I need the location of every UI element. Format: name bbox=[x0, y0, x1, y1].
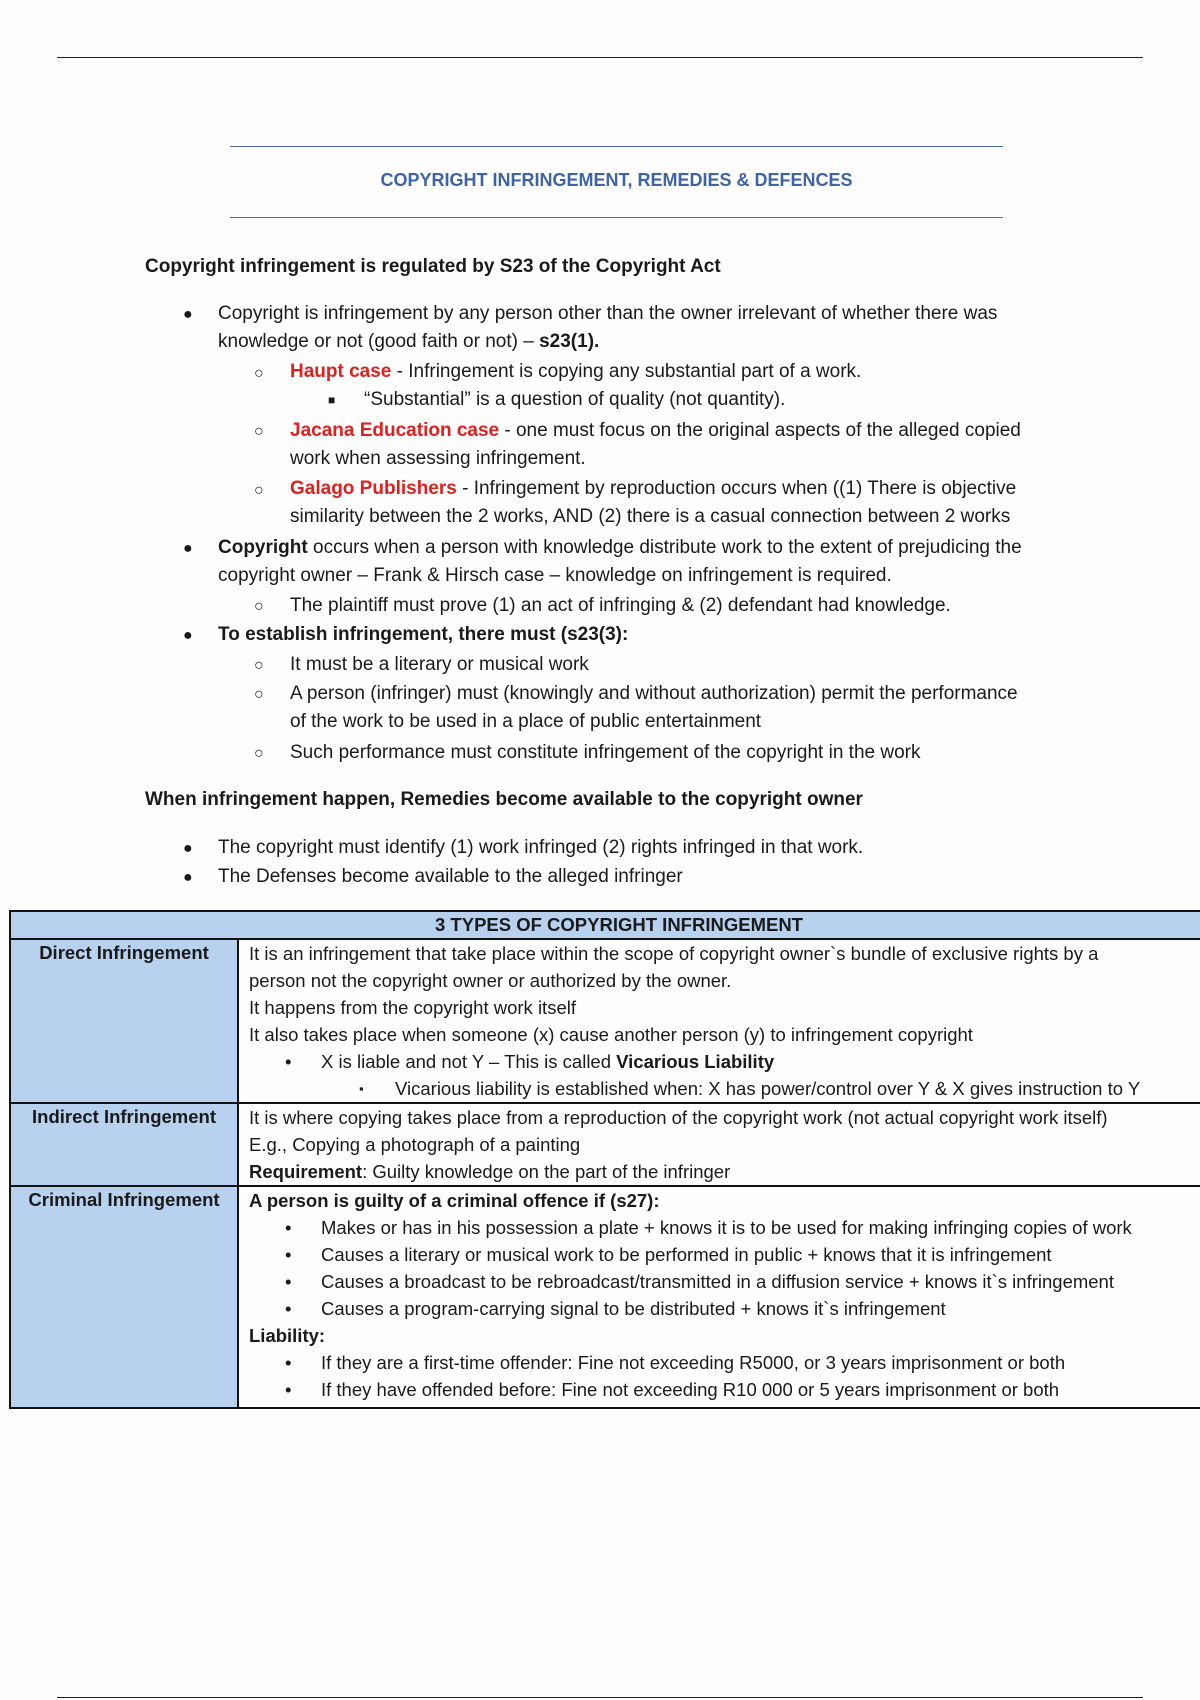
section2-heading: When infringement happen, Remedies become available to the copyright owner bbox=[145, 789, 863, 810]
circle-bullet-icon: ○ bbox=[254, 423, 264, 440]
list-item: A person (infringer) must (knowingly and without authorization) permit the performance of the work to be used in a place of public entertainment bbox=[290, 683, 1018, 732]
list-item: The plaintiff must prove (1) an act of infringing & (2) defendant had knowledge. bbox=[290, 595, 951, 616]
list-item: Copyright is infringement by any person other than the owner irrelevant of whether there was knowledge or not (good faith or not) – s23(1). bbox=[218, 303, 998, 352]
page-title: COPYRIGHT INFRINGEMENT, REMEDIES & DEFENCES bbox=[380, 170, 853, 190]
title-rule-bottom bbox=[230, 217, 1003, 218]
list-item: It must be a literary or musical work bbox=[290, 654, 589, 675]
bullet-icon: ● bbox=[183, 540, 193, 557]
row-description: It is an infringement that take place within the scope of copyright owner`s bundle of exclusive rights by a person not the copyright owner or authorized by the owner. It happens from the copyright work itself It also takes place when someone (x) cause another person (y) to infringement copyright • X is liable and not Y – This is called Vicarious Liability ▪ Vicarious liability is established when: X has power/control over Y & X gives instruction to Y bbox=[238, 939, 1200, 1103]
list-item: • Causes a literary or musical work to be performed in public + knows that it is infringement bbox=[249, 1241, 1200, 1268]
circle-bullet-icon: ○ bbox=[254, 482, 264, 499]
list-item: Jacana Education case - one must focus on the original aspects of the alleged copied work when assessing infringement. bbox=[290, 420, 1021, 469]
bullet-icon: ● bbox=[183, 627, 193, 644]
section1-heading: Copyright infringement is regulated by S23 of the Copyright Act bbox=[145, 256, 721, 277]
list-item: • Causes a broadcast to be rebroadcast/transmitted in a diffusion service + knows it`s infringement bbox=[249, 1268, 1200, 1295]
bottom-rule bbox=[57, 1697, 1143, 1698]
title-rule-top bbox=[230, 146, 1003, 147]
list-item: • If they have offended before: Fine not exceeding R10 000 or 5 years imprisonment or both bbox=[249, 1376, 1200, 1403]
circle-bullet-icon: ○ bbox=[254, 598, 264, 615]
list-item: Haupt case - Infringement is copying any substantial part of a work. bbox=[290, 361, 862, 382]
list-item: The copyright must identify (1) work infringed (2) rights infringed in that work. bbox=[218, 837, 864, 858]
table-header: 3 TYPES OF COPYRIGHT INFRINGEMENT bbox=[10, 911, 1200, 939]
row-description: It is where copying takes place from a reproduction of the copyright work (not actual copyright work itself) E.g., Copying a photograph of a painting Requirement: Guilty knowledge on the part of the infringer bbox=[238, 1103, 1200, 1186]
list-item: To establish infringement, there must (s23(3): bbox=[218, 624, 629, 645]
list-item: ▪ Vicarious liability is established when: X has power/control over Y & X gives instruction to Y bbox=[249, 1075, 1200, 1102]
row-label: Criminal Infringement bbox=[10, 1186, 238, 1408]
list-item: • X is liable and not Y – This is called Vicarious Liability bbox=[249, 1048, 1200, 1075]
bullet-icon: ● bbox=[183, 306, 193, 323]
circle-bullet-icon: ○ bbox=[254, 657, 264, 674]
list-item: The Defenses become available to the alleged infringer bbox=[218, 866, 683, 887]
table-row bbox=[10, 939, 1200, 1103]
list-item: Such performance must constitute infringement of the copyright in the work bbox=[290, 742, 921, 763]
row-label: Indirect Infringement bbox=[10, 1103, 238, 1186]
circle-bullet-icon: ○ bbox=[254, 686, 264, 703]
list-item: “Substantial” is a question of quality (not quantity). bbox=[364, 389, 786, 410]
case-name: Galago Publishers bbox=[290, 478, 457, 499]
list-item: • If they are a first-time offender: Fine not exceeding R5000, or 3 years imprisonment or both bbox=[249, 1349, 1200, 1376]
circle-bullet-icon: ○ bbox=[254, 745, 264, 762]
list-item: Copyright occurs when a person with knowledge distribute work to the extent of prejudicing the copyright owner – Frank & Hirsch case – knowledge on infringement is required. bbox=[218, 537, 1022, 586]
top-rule bbox=[57, 57, 1143, 58]
square-bullet-icon: ■ bbox=[328, 393, 336, 407]
case-name: Haupt case bbox=[290, 361, 392, 382]
list-item: • Causes a program-carrying signal to be distributed + knows it`s infringement bbox=[249, 1295, 1200, 1322]
circle-bullet-icon: ○ bbox=[254, 365, 264, 382]
table-row bbox=[10, 1186, 1200, 1408]
bullet-icon: ● bbox=[183, 840, 193, 857]
infringement-types-table bbox=[9, 910, 1200, 1409]
case-name: Jacana Education case bbox=[290, 420, 500, 441]
row-label: Direct Infringement bbox=[10, 939, 238, 1103]
list-item: Galago Publishers - Infringement by reproduction occurs when ((1) There is objective similarity between the 2 works, AND (2) there is a casual connection between 2 works bbox=[290, 478, 1017, 527]
bullet-icon: ● bbox=[183, 869, 193, 886]
table-row bbox=[10, 1103, 1200, 1186]
row-description: A person is guilty of a criminal offence if (s27): • Makes or has in his possession a plate + knows it is to be used for making infringing copies of work • Causes a literary or musical work to be performed in public + knows that it is infringement • Causes a broadcast to be rebroadcast/transmitted in a diffusion service + knows it`s infringement • Causes a program-carrying signal to be distributed + knows it`s infringement Liability: • If they are a first-time offender: Fine not exceeding R5000, or 3 years imprisonment or both • If they have offended before: Fine not exceeding R10 000 or 5 years imprisonment or both bbox=[238, 1186, 1200, 1408]
table-header-row bbox=[10, 911, 1200, 939]
list-item: • Makes or has in his possession a plate + knows it is to be used for making infringing copies of work bbox=[249, 1214, 1200, 1241]
